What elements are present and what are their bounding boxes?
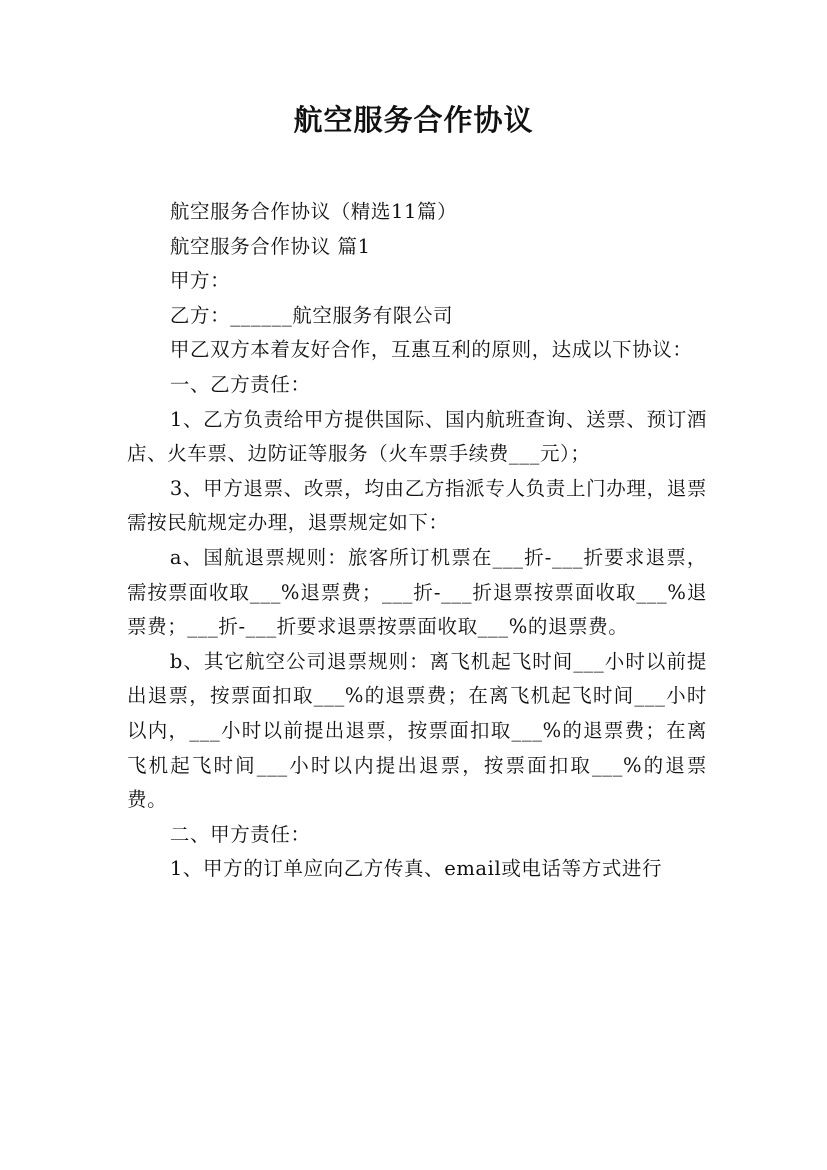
paragraph-article-heading: 航空服务合作协议 篇1 <box>169 234 371 258</box>
paragraph-party-b: 乙方：______航空服务有限公司 <box>169 303 454 327</box>
paragraph-rule-a: a、国航退票规则：旅客所订机票在___折-___折要求退票，需按票面收取___%退票费；___折-___折退票按票面收取___%退票费；___折-___折要求退票按票面收取___%的退票费。 <box>127 545 707 639</box>
paragraph-preamble: 甲乙双方本着友好合作，互惠互利的原则，达成以下协议： <box>169 338 693 362</box>
paragraph-collection-heading: 航空服务合作协议（精选11篇） <box>169 200 458 223</box>
paragraph-section-one-heading: 一、乙方责任： <box>169 372 311 396</box>
document-title: 航空服务合作协议 <box>293 103 534 137</box>
paragraph-section-two-heading: 二、甲方责任： <box>169 822 311 846</box>
paragraph-party-a: 甲方： <box>169 269 231 293</box>
paragraph-rule-b: b、其它航空公司退票规则：离飞机起飞时间___小时以前提出退票，按票面扣取___%的退票费；在离飞机起飞时间___小时以内，___小时以前提出退票，按票面扣取___%的退票费；在离飞机起飞时间___小时以内提出退票，按票面扣取___%的退票费。 <box>127 649 707 812</box>
paragraph-section-two-clause-1: 1、甲方的订单应向乙方传真、email或电话等方式进行 <box>169 857 663 881</box>
document-body <box>127 195 707 887</box>
paragraph-clause-3: 3、甲方退票、改票，均由乙方指派专人负责上门办理，退票需按民航规定办理，退票规定如下： <box>127 476 707 535</box>
paragraph-clause-1: 1、乙方负责给甲方提供国际、国内航班查询、送票、预订酒店、火车票、边防证等服务（火车票手续费___元）； <box>127 407 707 466</box>
